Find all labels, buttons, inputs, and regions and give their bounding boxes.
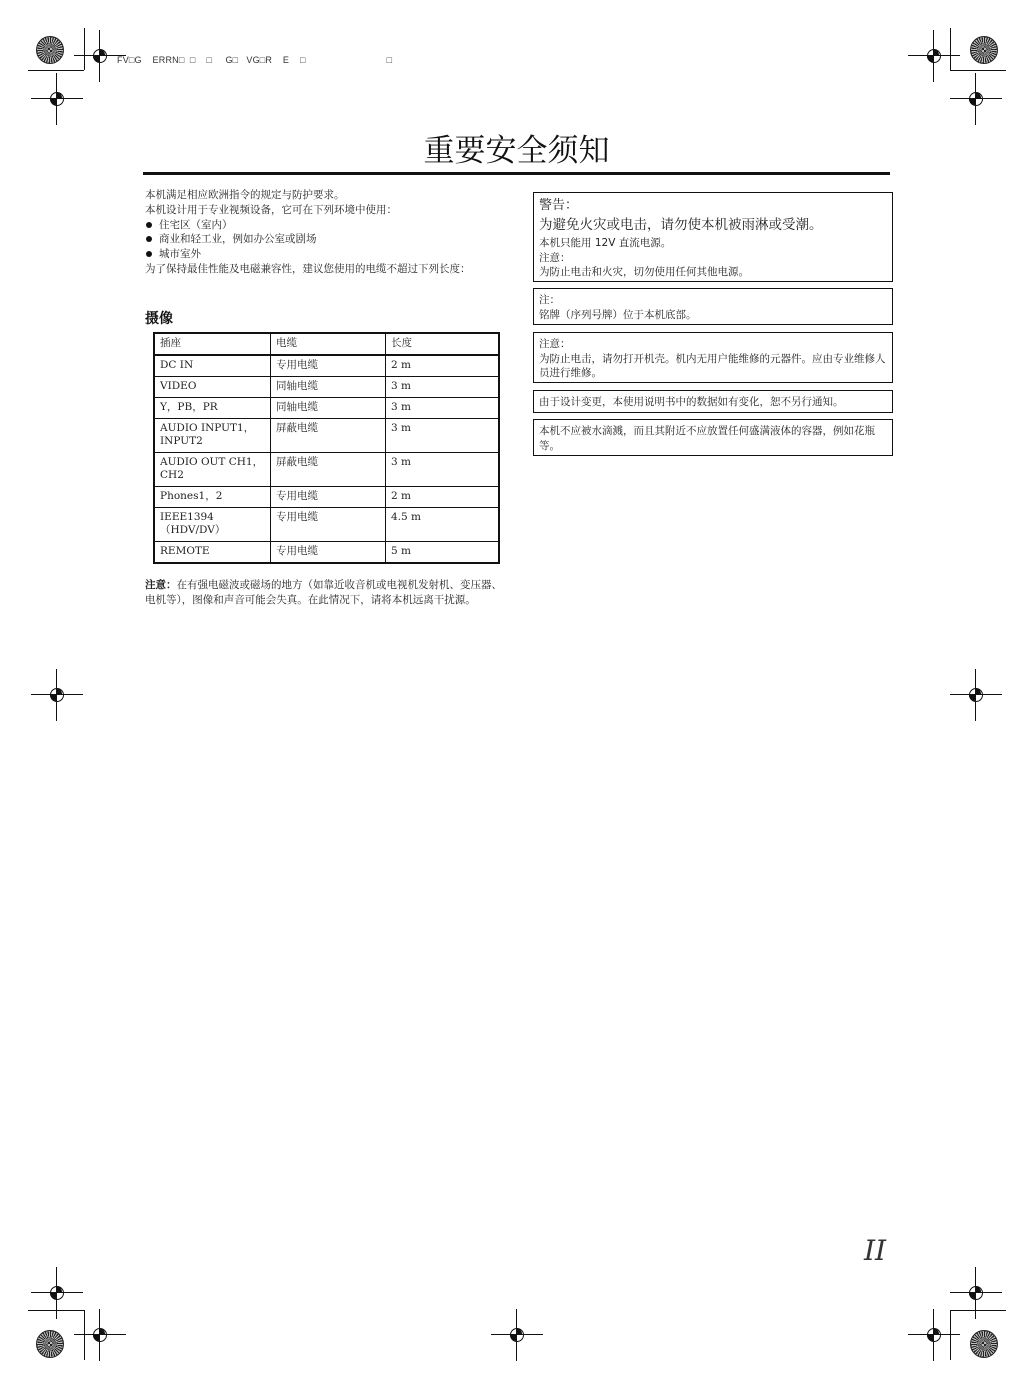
spec-change-box (533, 390, 893, 413)
table-cell: 专用电缆 (271, 542, 386, 564)
warning-power-text: 本机只能用 12V 直流电源。 (539, 237, 672, 249)
crop-line (950, 1310, 1006, 1311)
crop-line (950, 1310, 951, 1360)
registration-star-top-left (36, 36, 64, 64)
list-item: 住宅区（室内） (145, 218, 505, 233)
table-row (154, 398, 499, 419)
table-cell: 同轴电缆 (271, 377, 386, 398)
column-header-connector: 插座 (154, 333, 271, 355)
table-cell: 3 m (386, 419, 500, 453)
column-header-length: 长度 (386, 333, 500, 355)
nameplate-note-label: 注： (539, 294, 560, 306)
water-warning-box (533, 419, 893, 456)
table-cell: 同轴电缆 (271, 398, 386, 419)
table-row (154, 453, 499, 487)
table-row (154, 377, 499, 398)
registration-star-bottom-left (36, 1330, 64, 1358)
crop-line (84, 28, 85, 70)
intro-recommendation: 为了保持最佳性能及电磁兼容性，建议您使用的电缆不超过下列长度： (145, 262, 471, 275)
crop-line (84, 1310, 85, 1360)
intro-block (145, 188, 505, 277)
water-warning-text: 本机不应被水滴溅，而且其附近不应放置任何盛满液体的容器，例如花瓶等。 (539, 425, 875, 452)
table-header-row (154, 333, 499, 355)
table-cell: DC IN (154, 355, 271, 377)
print-header-code: FV□G ERRN□ □ □ G□ VG□R E □ □ (117, 55, 393, 65)
table-cell: 2 m (386, 487, 500, 508)
intro-line-1: 本机满足相应欧洲指令的规定与防护要求。 (145, 189, 345, 201)
table-cell: Phones1，2 (154, 487, 271, 508)
table-cell: AUDIO INPUT1，INPUT2 (154, 419, 271, 453)
spec-change-text: 由于设计变更，本使用说明书中的数据如有变化，恕不另行通知。 (539, 396, 844, 408)
registration-star-top-right (970, 36, 998, 64)
warning-caution-label: 注意： (539, 251, 571, 264)
electric-shock-caution-box (533, 332, 893, 383)
crop-line (950, 28, 951, 70)
page-number: II (864, 1234, 887, 1267)
interference-note (145, 578, 503, 608)
page-title: 重要安全须知 (423, 133, 610, 169)
caution-text: 为防止电击，请勿打开机壳。机内无用户能维修的元器件。应由专业维修人员进行维修。 (539, 352, 886, 379)
camera-section-heading: 摄像 (145, 311, 173, 327)
crop-line (28, 70, 84, 71)
registration-crosshair-icon (924, 46, 944, 66)
table-cell: 专用电缆 (271, 508, 386, 542)
table-cell: AUDIO OUT CH1，CH2 (154, 453, 271, 487)
crop-line (950, 70, 1006, 71)
table-row (154, 355, 499, 377)
column-header-cable: 电缆 (271, 333, 386, 355)
interference-note-text: 在有强电磁波或磁场的地方（如靠近收音机或电视机发射机、变压器、电机等），图像和声音可能会失真。在此情况下，请将本机远离干扰源。 (145, 579, 502, 606)
table-cell: IEEE1394（HDV/DV） (154, 508, 271, 542)
registration-crosshair-icon (966, 685, 986, 705)
table-cell: REMOTE (154, 542, 271, 564)
registration-crosshair-icon (966, 1283, 986, 1303)
table-cell: 屏蔽电缆 (271, 453, 386, 487)
registration-star-bottom-right (970, 1330, 998, 1358)
registration-crosshair-icon (47, 89, 67, 109)
nameplate-note-text: 铭牌（序列号牌）位于本机底部。 (539, 308, 697, 321)
nameplate-note-box (533, 288, 893, 325)
table-row (154, 487, 499, 508)
table-cell: 3 m (386, 453, 500, 487)
warning-main-text: 为避免火灾或电击，请勿使本机被雨淋或受潮。 (539, 217, 823, 233)
cable-length-table (153, 332, 500, 564)
table-cell: 3 m (386, 377, 500, 398)
warning-heading: 警告： (539, 198, 579, 213)
table-cell: 4.5 m (386, 508, 500, 542)
table-cell: 3 m (386, 398, 500, 419)
registration-crosshair-icon (90, 1325, 110, 1345)
warning-caution-text: 为防止电击和火灾，切勿使用任何其他电源。 (539, 266, 749, 278)
interference-note-label: 注意： (145, 579, 177, 591)
registration-crosshair-icon (507, 1325, 527, 1345)
title-rule (143, 172, 890, 175)
registration-crosshair-icon (47, 685, 67, 705)
table-row (154, 542, 499, 564)
table-cell: Y，PB，PR (154, 398, 271, 419)
registration-crosshair-icon (966, 89, 986, 109)
list-item: 城市室外 (145, 247, 505, 262)
table-cell: 专用电缆 (271, 487, 386, 508)
registration-crosshair-icon (924, 1325, 944, 1345)
table-row (154, 508, 499, 542)
intro-line-2: 本机设计用于专业视频设备，它可在下列环境中使用： (145, 203, 397, 216)
table-cell: 2 m (386, 355, 500, 377)
warning-box (533, 192, 893, 282)
caution-label: 注意： (539, 338, 571, 350)
crop-line (28, 1310, 84, 1311)
table-cell: VIDEO (154, 377, 271, 398)
table-cell: 5 m (386, 542, 500, 564)
table-row (154, 419, 499, 453)
environment-list (145, 218, 505, 262)
registration-crosshair-icon (47, 1283, 67, 1303)
list-item: 商业和轻工业，例如办公室或剧场 (145, 232, 505, 247)
registration-crosshair-icon (90, 46, 110, 66)
table-cell: 屏蔽电缆 (271, 419, 386, 453)
table-cell: 专用电缆 (271, 355, 386, 377)
